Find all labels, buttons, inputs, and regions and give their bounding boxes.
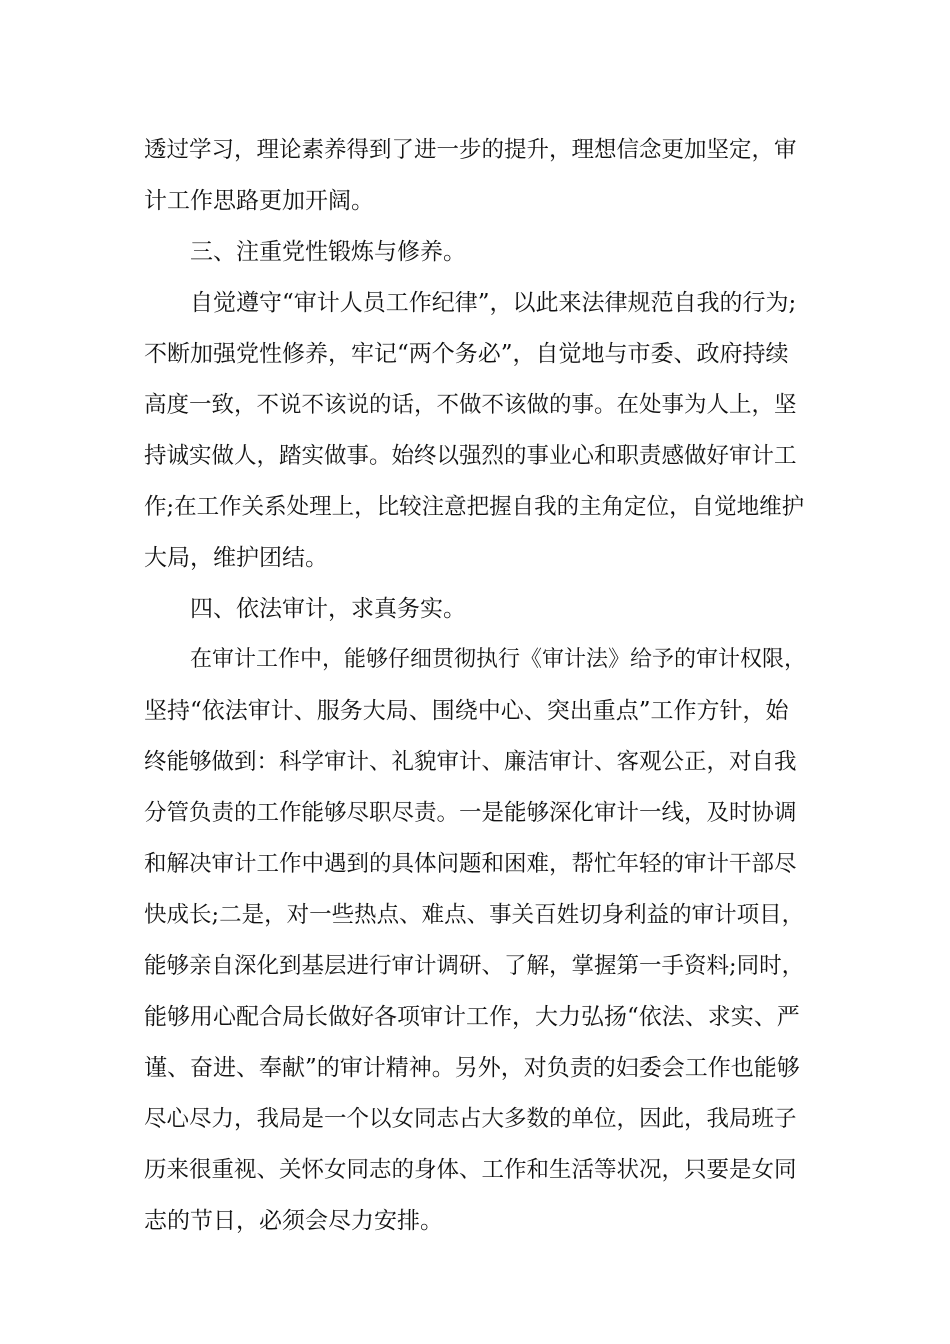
text-line: 在审计工作中，能够仔细贯彻执行《审计法》给予的审计权限， xyxy=(190,647,807,672)
text-line: 历来很重视、关怀女同志的身体、工作和生活等状况，只要是女同 xyxy=(144,1157,797,1183)
text-line: 计工作思路更加开阔。 xyxy=(144,188,374,214)
text-line: 不断加强党性修养，牢记“两个务必”，自觉地与市委、政府持续 xyxy=(144,341,789,367)
text-line: 能够亲自深化到基层进行审计调研、了解，掌握第一手资料;同时， xyxy=(144,953,805,979)
text-line: 透过学习，理论素养得到了进一步的提升，理想信念更加坚定，审 xyxy=(144,137,797,163)
text-line: 分管负责的工作能够尽职尽责。一是能够深化审计一线，及时协调 xyxy=(144,800,797,826)
text-line: 和解决审计工作中遇到的具体问题和困难，帮忙年轻的审计干部尽 xyxy=(144,851,797,877)
text-line: 快成长;二是，对一些热点、难点、事关百姓切身利益的审计项目， xyxy=(144,902,805,928)
text-line: 坚持“依法审计、服务大局、围绕中心、突出重点”工作方针，始 xyxy=(144,698,789,724)
text-line: 大局，维护团结。 xyxy=(144,545,328,571)
text-line: 自觉遵守“审计人员工作纪律”，以此来法律规范自我的行为; xyxy=(190,290,797,316)
text-line: 志的节日，必须会尽力安排。 xyxy=(144,1208,443,1234)
text-line: 持诚实做人，踏实做事。始终以强烈的事业心和职责感做好审计工 xyxy=(144,443,797,469)
text-line: 尽心尽力，我局是一个以女同志占大多数的单位，因此，我局班子 xyxy=(144,1106,797,1132)
text-line: 谨、奋进、奉献”的审计精神。另外，对负责的妇委会工作也能够 xyxy=(144,1055,800,1081)
section-heading-4: 四、依法审计，求真务实。 xyxy=(190,596,466,622)
text-line: 能够用心配合局长做好各项审计工作，大力弘扬“依法、求实、严 xyxy=(144,1004,800,1030)
text-line: 作;在工作关系处理上，比较注意把握自我的主角定位，自觉地维护 xyxy=(144,494,805,520)
text-line: 终能够做到：科学审计、礼貌审计、廉洁审计、客观公正，对自我 xyxy=(144,749,797,775)
text-line: 高度一致，不说不该说的话，不做不该做的事。在处事为人上，坚 xyxy=(144,392,797,418)
section-heading-3: 三、注重党性锻炼与修养。 xyxy=(190,239,466,265)
